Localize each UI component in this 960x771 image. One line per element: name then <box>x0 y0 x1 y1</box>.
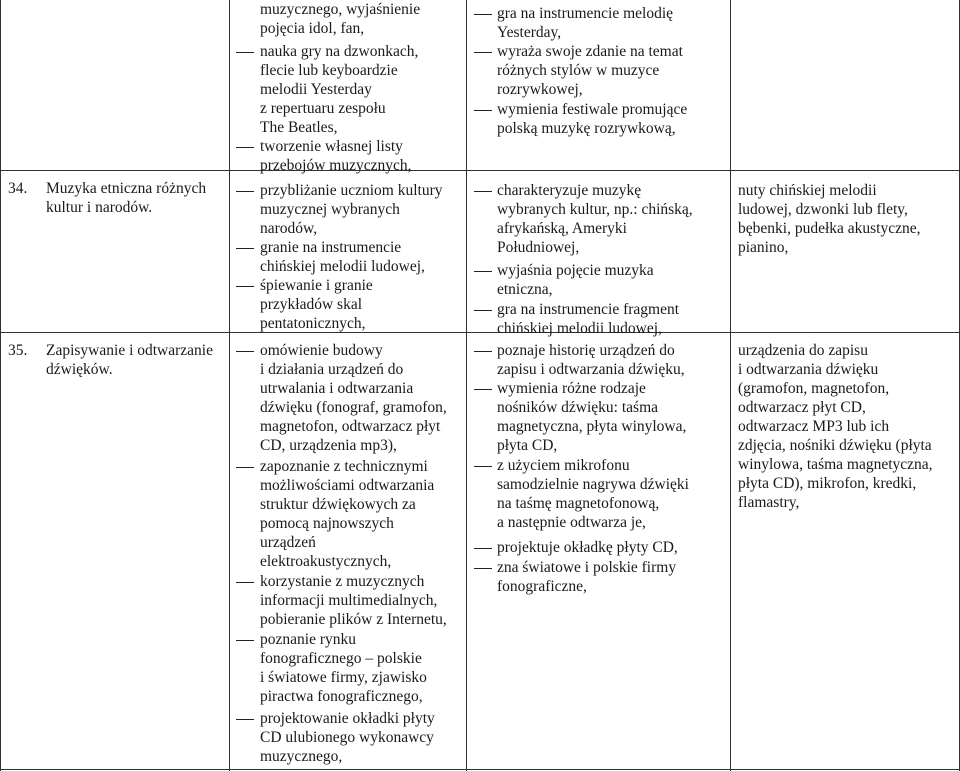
material-text-line: odtwarzacz MP3 lub ich <box>738 418 890 435</box>
procedure-text-line: tworzenie własnej listy <box>260 138 403 155</box>
procedure-text-line: z repertuaru zespołu <box>260 100 386 117</box>
table-border-bottom <box>0 769 960 770</box>
procedure-text-line: muzycznej wybranych <box>260 201 400 218</box>
achievement-text-line: wymienia różne rodzaje <box>497 380 646 397</box>
procedure-text-line: przykładów skal <box>260 296 363 313</box>
topic-title-line: Zapisywanie i odtwarzanie <box>46 342 213 359</box>
achievement-text-line: chińskiej melodii ludowej, <box>497 320 662 337</box>
dash-bullet <box>236 582 254 583</box>
achievement-text-line: charakteryzuje muzykę <box>497 182 642 199</box>
dash-bullet <box>474 351 492 352</box>
procedure-text-line: elektroakustycznych, <box>260 553 392 570</box>
procedure-text-line: struktur dźwiękowych za <box>260 496 416 513</box>
achievement-text-line: gra na instrumencie fragment <box>497 301 680 318</box>
achievement-text-line: etniczna, <box>497 281 553 298</box>
procedure-text-line: pentatonicznych, <box>260 315 366 332</box>
procedure-text-line: CD ulubionego wykonawcy <box>260 729 434 746</box>
dash-bullet <box>474 191 492 192</box>
material-text-line: zdjęcia, nośniki dźwięku (płyta <box>738 437 932 454</box>
achievement-text-line: afrykańską, Ameryki <box>497 220 627 237</box>
procedure-text-line: informacji multimedialnych, <box>260 592 438 609</box>
material-text-line: nuty chińskiej melodii <box>738 182 877 199</box>
achievement-text-line: różnych stylów w muzyce <box>497 62 660 79</box>
procedure-text-line: przybliżanie uczniom kultury <box>260 182 443 199</box>
dash-bullet <box>236 467 254 468</box>
achievement-text-line: rozrywkowej, <box>497 81 583 98</box>
table-border-left <box>0 0 1 771</box>
material-text-line: pianino, <box>738 239 789 256</box>
procedure-text-line: omówienie budowy <box>260 342 383 359</box>
achievement-text-line: zapisu i odtwarzania dźwięku, <box>497 361 685 378</box>
dash-bullet <box>474 271 492 272</box>
dash-bullet <box>236 248 254 249</box>
achievement-text-line: wybranych kultur, np.: chińską, <box>497 201 693 218</box>
procedure-text-line: pobieranie plików z Internetu, <box>260 611 447 628</box>
achievement-text-line: Południowej, <box>497 239 580 256</box>
procedure-text-line: zapoznanie z technicznymi <box>260 458 428 475</box>
material-text-line: ludowej, dzwonki lub flety, <box>738 201 908 218</box>
dash-bullet <box>474 52 492 53</box>
dash-bullet <box>474 14 492 15</box>
topic-title-line: Muzyka etniczna różnych <box>46 180 207 197</box>
achievement-text-line: poznaje historię urządzeń do <box>497 342 675 359</box>
procedure-text-line: przebojów muzycznych, <box>260 157 412 174</box>
procedure-text-line: magnetofon, odtwarzacz płyt <box>260 418 441 435</box>
achievement-text-line: zna światowe i polskie firmy <box>497 559 677 576</box>
procedure-text-line: utrwalania i odtwarzania <box>260 380 414 397</box>
achievement-text-line: Yesterday, <box>497 24 562 41</box>
procedure-text-line: urządzeń <box>260 534 316 551</box>
dash-bullet <box>236 640 254 641</box>
achievement-text-line: projektuje okładkę płyty CD, <box>497 539 678 556</box>
procedure-text-line: pomocą najnowszych <box>260 515 394 532</box>
achievement-text-line: nośników dźwięku: taśma <box>497 399 659 416</box>
row-divider-35 <box>0 332 960 333</box>
procedure-text-line: The Beatles, <box>260 119 338 136</box>
material-text-line: odtwarzacz płyt CD, <box>738 399 866 416</box>
row-divider-34 <box>0 170 960 171</box>
dash-bullet <box>236 147 254 148</box>
material-text-line: (gramofon, magnetofon, <box>738 380 890 397</box>
procedure-text-line: CD, urządzenia mp3), <box>260 437 397 454</box>
topic-title-line: kultur i narodów. <box>46 199 153 216</box>
dash-bullet <box>236 286 254 287</box>
procedure-text-line: możliwościami odtwarzania <box>260 477 435 494</box>
material-text-line: flamastry, <box>738 494 800 511</box>
material-text-line: winylowa, taśma magnetyczna, <box>738 456 933 473</box>
achievement-text-line: samodzielnie nagrywa dźwięki <box>497 476 689 493</box>
procedure-text-line: fonograficznego – polskie <box>260 650 422 667</box>
achievement-text-line: wyraża swoje zdanie na temat <box>497 43 683 60</box>
procedure-text-line: i działania urządzeń do <box>260 361 404 378</box>
material-text-line: płyta CD), mikrofon, kredki, <box>738 475 917 492</box>
dash-bullet <box>474 466 492 467</box>
achievement-text-line: z użyciem mikrofonu <box>497 457 630 474</box>
column-divider-3 <box>730 0 731 771</box>
material-text-line: urządzenia do zapisu <box>738 342 868 359</box>
procedure-text-line: granie na instrumencie <box>260 239 402 256</box>
topic-number: 35. <box>8 342 28 359</box>
procedure-text-line: narodów, <box>260 220 318 237</box>
achievement-text-line: wyjaśnia pojęcie muzyka <box>497 262 654 279</box>
dash-bullet <box>236 191 254 192</box>
column-divider-2 <box>466 0 467 771</box>
achievement-text-line: polską muzykę rozrywkową, <box>497 120 676 137</box>
dash-bullet <box>474 548 492 549</box>
dash-bullet <box>474 110 492 111</box>
achievement-text-line: płyta CD, <box>497 437 558 454</box>
dash-bullet <box>474 310 492 311</box>
procedure-text-line: piractwa fonograficznego, <box>260 688 423 705</box>
dash-bullet <box>236 719 254 720</box>
procedure-text-line: muzycznego, wyjaśnienie <box>260 1 421 18</box>
procedure-text-line: chińskiej melodii ludowej, <box>260 258 425 275</box>
topic-title-line: dźwięków. <box>46 361 113 378</box>
material-text-line: i odtwarzania dźwięku <box>738 361 879 378</box>
procedure-text-line: melodii Yesterday <box>260 81 372 98</box>
procedure-text-line: flecie lub keyboardzie <box>260 62 398 79</box>
dash-bullet <box>474 389 492 390</box>
procedure-text-line: śpiewanie i granie <box>260 277 373 294</box>
achievement-text-line: a następnie odtwarza je, <box>497 514 646 531</box>
dash-bullet <box>236 52 254 53</box>
procedure-text-line: korzystanie z muzycznych <box>260 573 425 590</box>
achievement-text-line: wymienia festiwale promujące <box>497 101 688 118</box>
achievement-text-line: na taśmę magnetofonową, <box>497 495 660 512</box>
procedure-text-line: i światowe firmy, zjawisko <box>260 669 427 686</box>
achievement-text-line: magnetyczna, płyta winylowa, <box>497 418 687 435</box>
topic-number: 34. <box>8 180 28 197</box>
procedure-text-line: nauka gry na dzwonkach, <box>260 43 419 60</box>
procedure-text-line: pojęcia idol, fan, <box>260 20 365 37</box>
procedure-text-line: dźwięku (fonograf, gramofon, <box>260 399 447 416</box>
achievement-text-line: fonograficzne, <box>497 578 587 595</box>
dash-bullet <box>474 568 492 569</box>
column-divider-1 <box>229 0 230 771</box>
dash-bullet <box>236 351 254 352</box>
achievement-text-line: gra na instrumencie melodię <box>497 5 674 22</box>
procedure-text-line: projektowanie okładki płyty <box>260 710 435 727</box>
material-text-line: bębenki, pudełka akustyczne, <box>738 220 921 237</box>
procedure-text-line: poznanie rynku <box>260 631 356 648</box>
procedure-text-line: muzycznego, <box>260 748 343 765</box>
